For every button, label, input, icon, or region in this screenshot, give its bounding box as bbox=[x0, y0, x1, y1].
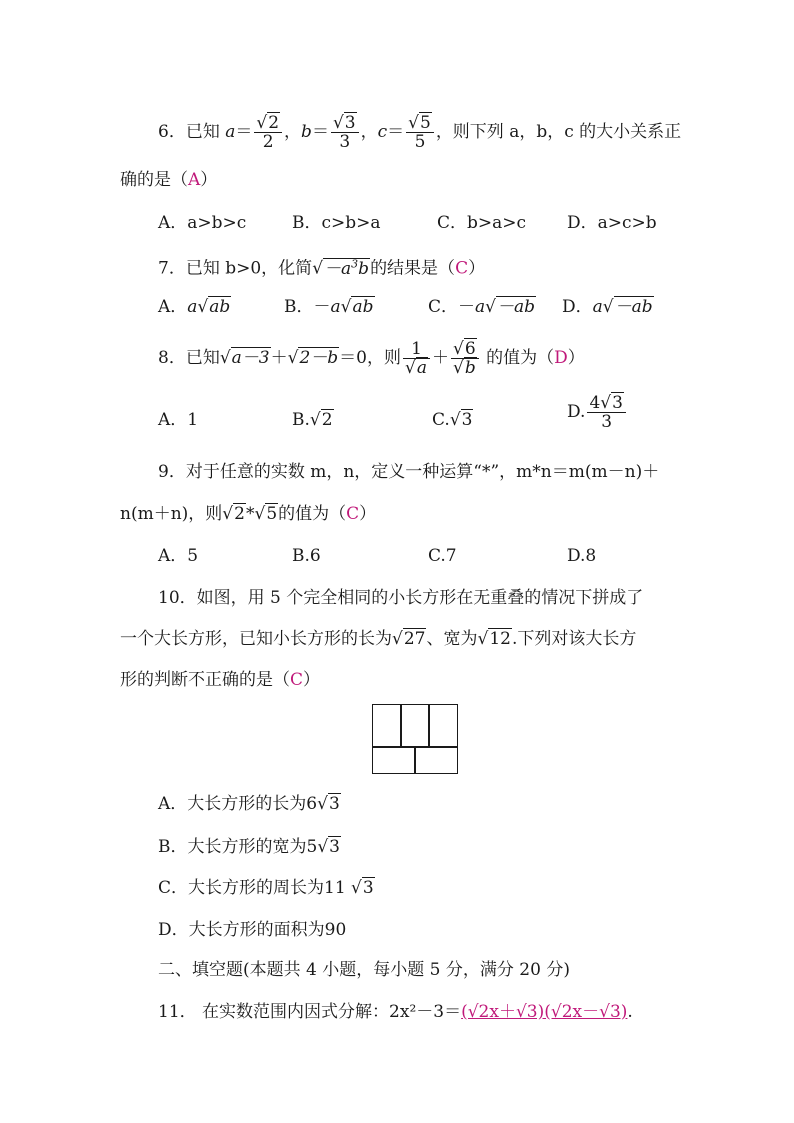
q8-answer: D bbox=[554, 348, 568, 368]
q10-option-a: A．大长方形的长为6√3 bbox=[158, 794, 340, 814]
q10-line1: 10．如图，用 5 个完全相同的小长方形在无重叠的情况下拼成了 bbox=[158, 588, 644, 608]
q7-option-a: A．a√ab bbox=[158, 297, 231, 317]
small-rectangle bbox=[372, 704, 402, 748]
q10-option-d: D．大长方形的面积为90 bbox=[158, 920, 347, 940]
fraction: $\frac{√3}{3}$ bbox=[331, 114, 359, 151]
q8-option-b: B.√2 bbox=[292, 410, 333, 430]
q10-option-b: B．大长方形的宽为5√3 bbox=[158, 837, 340, 857]
fraction: $\frac{√6}{√b}$ bbox=[451, 340, 479, 377]
q9-option-b: B.6 bbox=[292, 546, 321, 566]
small-rectangle bbox=[428, 704, 458, 748]
q8-option-c: C.√3 bbox=[432, 410, 473, 430]
q7-line: 7．已知 b>0，化简$√-a^3b$的结果是（C） bbox=[158, 257, 486, 279]
rectangle-figure bbox=[372, 704, 458, 774]
fraction: $\frac{√5}{5}$ bbox=[406, 114, 434, 151]
q6-option-b: B．c>b>a bbox=[292, 213, 381, 233]
q7-option-d: D．a√－ab bbox=[562, 297, 653, 317]
q7-option-b: B．－a√ab bbox=[284, 297, 374, 317]
q6-number: 6． bbox=[158, 122, 186, 142]
q7-answer: C bbox=[455, 258, 469, 279]
small-rectangle bbox=[414, 746, 458, 774]
q10-line3: 形的判断不正确的是（C） bbox=[120, 670, 321, 690]
q6-option-c: C．b>a>c bbox=[437, 213, 527, 233]
q6-option-d: D．a>c>b bbox=[567, 213, 657, 233]
q7-option-c: C．－a√－ab bbox=[428, 297, 536, 317]
q6-option-a: A．a>b>c bbox=[158, 213, 247, 233]
q10-answer: C bbox=[290, 670, 304, 690]
small-rectangle bbox=[372, 746, 416, 774]
section-heading: 二、填空题(本题共 4 小题，每小题 5 分，满分 20 分) bbox=[158, 960, 570, 980]
q9-line2: n(m＋n)，则√2*√5的值为（C） bbox=[120, 504, 377, 524]
q11-answer: (√2x＋√3)(√2x－√3) bbox=[461, 1002, 628, 1022]
q9-option-a: A．5 bbox=[158, 546, 199, 566]
fraction: $\frac{1}{√a}$ bbox=[403, 340, 430, 377]
fraction: $\frac{√2}{2}$ bbox=[254, 114, 282, 151]
q9-option-d: D.8 bbox=[567, 546, 597, 566]
q6-line1: 6．已知 a＝ $\frac{√2}{2}$ ，b＝ $\frac{√3}{3}$ ，c＝ $\frac{√5}{5}$ ，则下列 a，b，c 的大小关系正 bbox=[158, 113, 682, 152]
q6-answer: A bbox=[188, 170, 201, 190]
q8-option-a: A．1 bbox=[158, 410, 199, 430]
q9-answer: C bbox=[346, 504, 360, 524]
q10-option-c: C．大长方形的周长为11 √3 bbox=[158, 878, 374, 898]
q10-line2: 一个大长方形，已知小长方形的长为√27、宽为√12.下列对该大长方 bbox=[120, 629, 637, 649]
q9-option-c: C.7 bbox=[428, 546, 457, 566]
q8-option-d: D. $\frac{4√3}{3}$ bbox=[567, 394, 628, 431]
q11-line: 11． 在实数范围内因式分解：2x²－3＝(√2x＋√3)(√2x－√3). bbox=[158, 1002, 633, 1022]
q6-line2: 确的是（A） bbox=[120, 170, 218, 190]
q8-line: 8．已知√a－3＋√2－b＝0，则 $\frac{1}{√a}$ ＋ $\frac{√6}{√b}$ 的值为（D） bbox=[158, 339, 585, 378]
q9-line1: 9．对于任意的实数 m，n，定义一种运算“*”，m*n＝m(m－n)＋ bbox=[158, 462, 660, 482]
small-rectangle bbox=[400, 704, 430, 748]
